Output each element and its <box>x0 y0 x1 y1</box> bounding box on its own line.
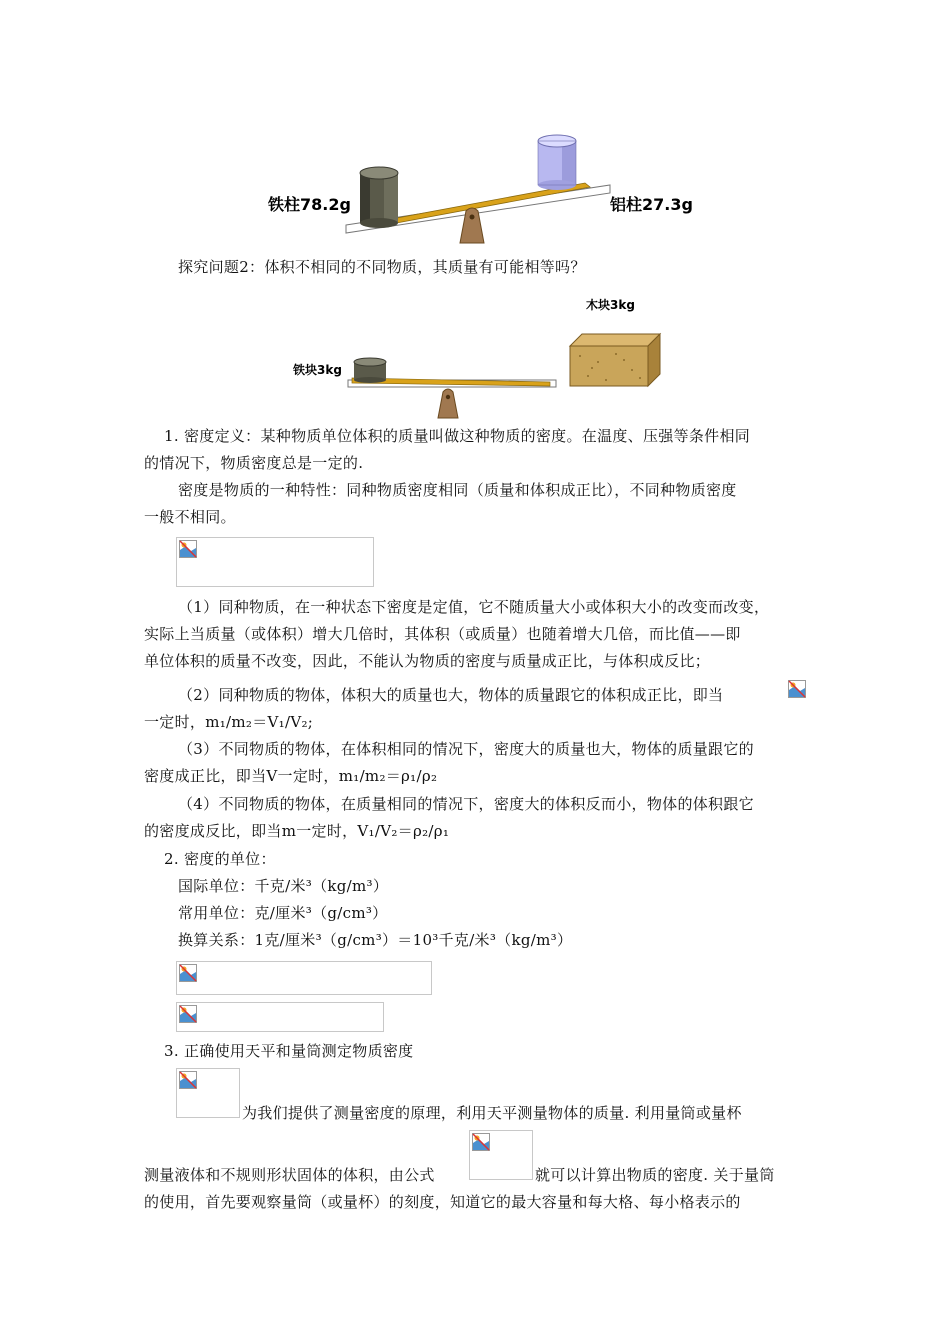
measure-principle-line2b: 就可以计算出物质的密度. 关于量筒 <box>535 1166 775 1184</box>
balance-figure-iron-aluminum <box>260 125 710 250</box>
point-3-line2: 密度成正比，即当V一定时，m₁/m₂＝ρ₁/ρ₂ <box>144 767 438 785</box>
point-2-line2: 一定时，m₁/m₂＝V₁/V₂; <box>144 713 314 731</box>
point-1-line1: （1）同种物质，在一种状态下密度是定值，它不随质量大小或体积大小的改变而改变， <box>178 598 770 616</box>
wooden-block <box>570 334 660 386</box>
si-unit-line: 国际单位：千克/米³（kg/m³） <box>178 877 389 895</box>
point-3-line1: （3）不同物质的物体，在体积相同的情况下，密度大的质量也大，物体的质量跟它的 <box>178 740 754 758</box>
iron-cylinder-label: 铁柱78.2g <box>268 195 351 214</box>
conversion-image-placeholder-2 <box>176 1002 384 1032</box>
broken-image-icon <box>179 1005 197 1023</box>
common-unit-line: 常用单位：克/厘米³（g/cm³） <box>178 904 388 922</box>
inquiry-question-2: 探究问题2：体积不相同的不同物质，其质量有可能相等吗？ <box>178 258 586 276</box>
broken-image-icon <box>788 680 806 698</box>
iron-block <box>354 358 386 383</box>
point-1-line2: 实际上当质量（或体积）增大几倍时，其体积（或质量）也随着增大几倍，而比值——即 <box>144 625 741 643</box>
unit-conversion-line: 换算关系：1克/厘米³（g/cm³）＝10³千克/米³（kg/m³） <box>178 931 573 949</box>
measure-principle-line2a: 测量液体和不规则形状固体的体积，由公式 <box>144 1166 435 1184</box>
conversion-image-placeholder-1 <box>176 961 432 995</box>
point-1-line3: 单位体积的质量不改变，因此，不能认为物质的密度与质量成正比，与体积成反比； <box>144 652 711 670</box>
density-units-heading: 2. 密度的单位： <box>164 850 276 868</box>
aluminum-cylinder <box>538 135 576 190</box>
inline-formula-image-placeholder <box>788 680 808 700</box>
point-2-line1: （2）同种物质的物体，体积大的质量也大，物体的质量跟它的体积成正比，即当 <box>178 686 724 704</box>
wooden-block-label: 木块3kg <box>586 298 635 312</box>
broken-image-icon <box>179 1071 197 1089</box>
measure-density-heading: 3. 正确使用天平和量筒测定物质密度 <box>164 1042 414 1060</box>
balance-pivot <box>438 389 458 418</box>
formula-image-placeholder <box>176 537 374 587</box>
density-definition-line2: 的情况下，物质密度总是一定的. <box>144 454 364 472</box>
broken-image-icon <box>179 540 197 558</box>
point-4-line2: 的密度成反比，即当m一定时，V₁/V₂＝ρ₂/ρ₁ <box>144 822 450 840</box>
density-property-line1: 密度是物质的一种特性：同种物质密度相同（质量和体积成正比），不同种物质密度 <box>178 481 737 499</box>
measure-principle-line1: 为我们提供了测量密度的原理，利用天平测量物体的质量. 利用量筒或量杯 <box>242 1104 742 1122</box>
density-property-line2: 一般不相同。 <box>144 508 236 526</box>
iron-cylinder <box>360 167 398 228</box>
density-definition-line1: 1. 密度定义：某种物质单位体积的质量叫做这种物质的密度。在温度、压强等条件相同 <box>164 427 751 445</box>
point-4-line1: （4）不同物质的物体，在质量相同的情况下，密度大的体积反而小，物体的体积跟它 <box>178 795 754 813</box>
broken-image-icon <box>472 1133 490 1151</box>
formula-inline-image-placeholder <box>469 1130 533 1180</box>
aluminum-cylinder-label: 铝柱27.3g <box>610 195 693 214</box>
iron-block-label: 铁块3kg <box>293 363 342 377</box>
density-formula-image-placeholder <box>176 1068 240 1118</box>
broken-image-icon <box>179 964 197 982</box>
measure-principle-line3: 的使用，首先要观察量筒（或量杯）的刻度，知道它的最大容量和每大格、每小格表示的 <box>144 1193 741 1211</box>
